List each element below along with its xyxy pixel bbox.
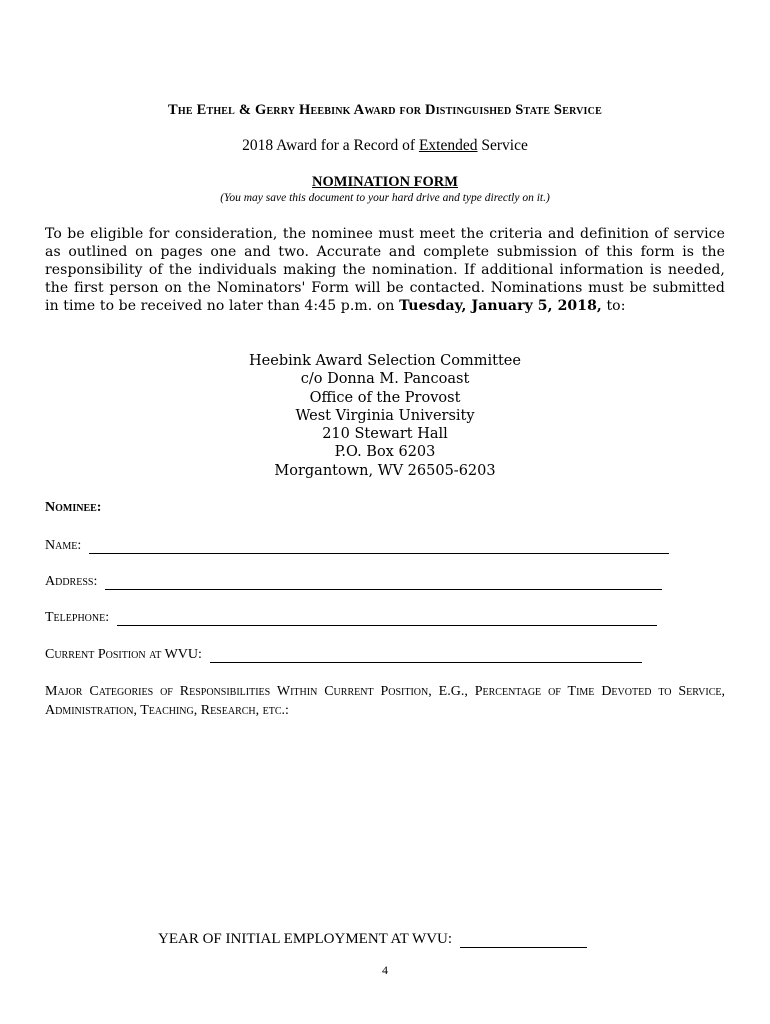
address-field-row: [45, 572, 662, 590]
page-number: 4: [382, 963, 388, 977]
year-of-employment-field[interactable]: [460, 933, 587, 948]
deadline-date: Tuesday, January 5, 2018,: [399, 298, 602, 314]
award-title: The Ethel & Gerry Heebink Award for Distinguished State Service: [168, 102, 602, 118]
eligibility-paragraph: [45, 225, 725, 315]
name-field[interactable]: [89, 539, 669, 554]
name-label: Name:: [45, 538, 82, 553]
year-of-employment-row: [158, 930, 587, 948]
position-field[interactable]: [210, 648, 642, 663]
address-line: P.O. Box 6203: [334, 444, 436, 461]
address-line: Heebink Award Selection Committee: [249, 353, 521, 369]
address-label: Address:: [45, 574, 98, 589]
year-of-employment-label: YEAR OF INITIAL EMPLOYMENT AT WVU:: [158, 931, 453, 947]
form-note: (You may save this document to your hard drive and type directly on it.): [220, 192, 550, 204]
name-field-row: [45, 536, 669, 554]
eligibility-text-end: to:: [601, 298, 626, 314]
address-line: c/o Donna M. Pancoast: [300, 371, 470, 388]
mailing-address: [0, 352, 770, 480]
nominee-heading: Nominee:: [45, 500, 102, 515]
subtitle-text-end: Service: [477, 137, 528, 154]
position-field-row: [45, 645, 642, 663]
position-label: Current Position at WVU:: [45, 647, 202, 662]
telephone-field-row: [45, 608, 657, 626]
address-line: Morgantown, WV 26505-6203: [274, 462, 496, 479]
telephone-field[interactable]: [117, 611, 657, 626]
address-line: West Virginia University: [295, 407, 475, 424]
eligibility-text: To be eligible for consideration, the nominee must meet the criteria and definition of service as outlined on pages one and two. Accurate and complete submission of this form is the responsibility of the individuals making the nomination. If additional information is needed, the first person on the Nominators' Form will be contacted. Nominations must be submitted in time to be received no later than 4:45 p.m. on: [45, 226, 725, 314]
subtitle-underlined-word: Extended: [418, 137, 478, 154]
address-line: 210 Stewart Hall: [322, 426, 448, 443]
subtitle-text-start: 2018 Award for a Record of: [242, 137, 419, 154]
address-field[interactable]: [105, 575, 662, 590]
telephone-label: Telephone:: [45, 610, 110, 625]
address-line: Office of the Provost: [309, 389, 461, 406]
award-subtitle: [0, 137, 770, 155]
responsibilities-label: Major Categories of Responsibilities Within Current Position, E.G., Percentage of Time Devoted to Service, Administration, Teaching, Research, etc.:: [45, 684, 725, 718]
form-heading: NOMINATION FORM: [312, 174, 458, 190]
